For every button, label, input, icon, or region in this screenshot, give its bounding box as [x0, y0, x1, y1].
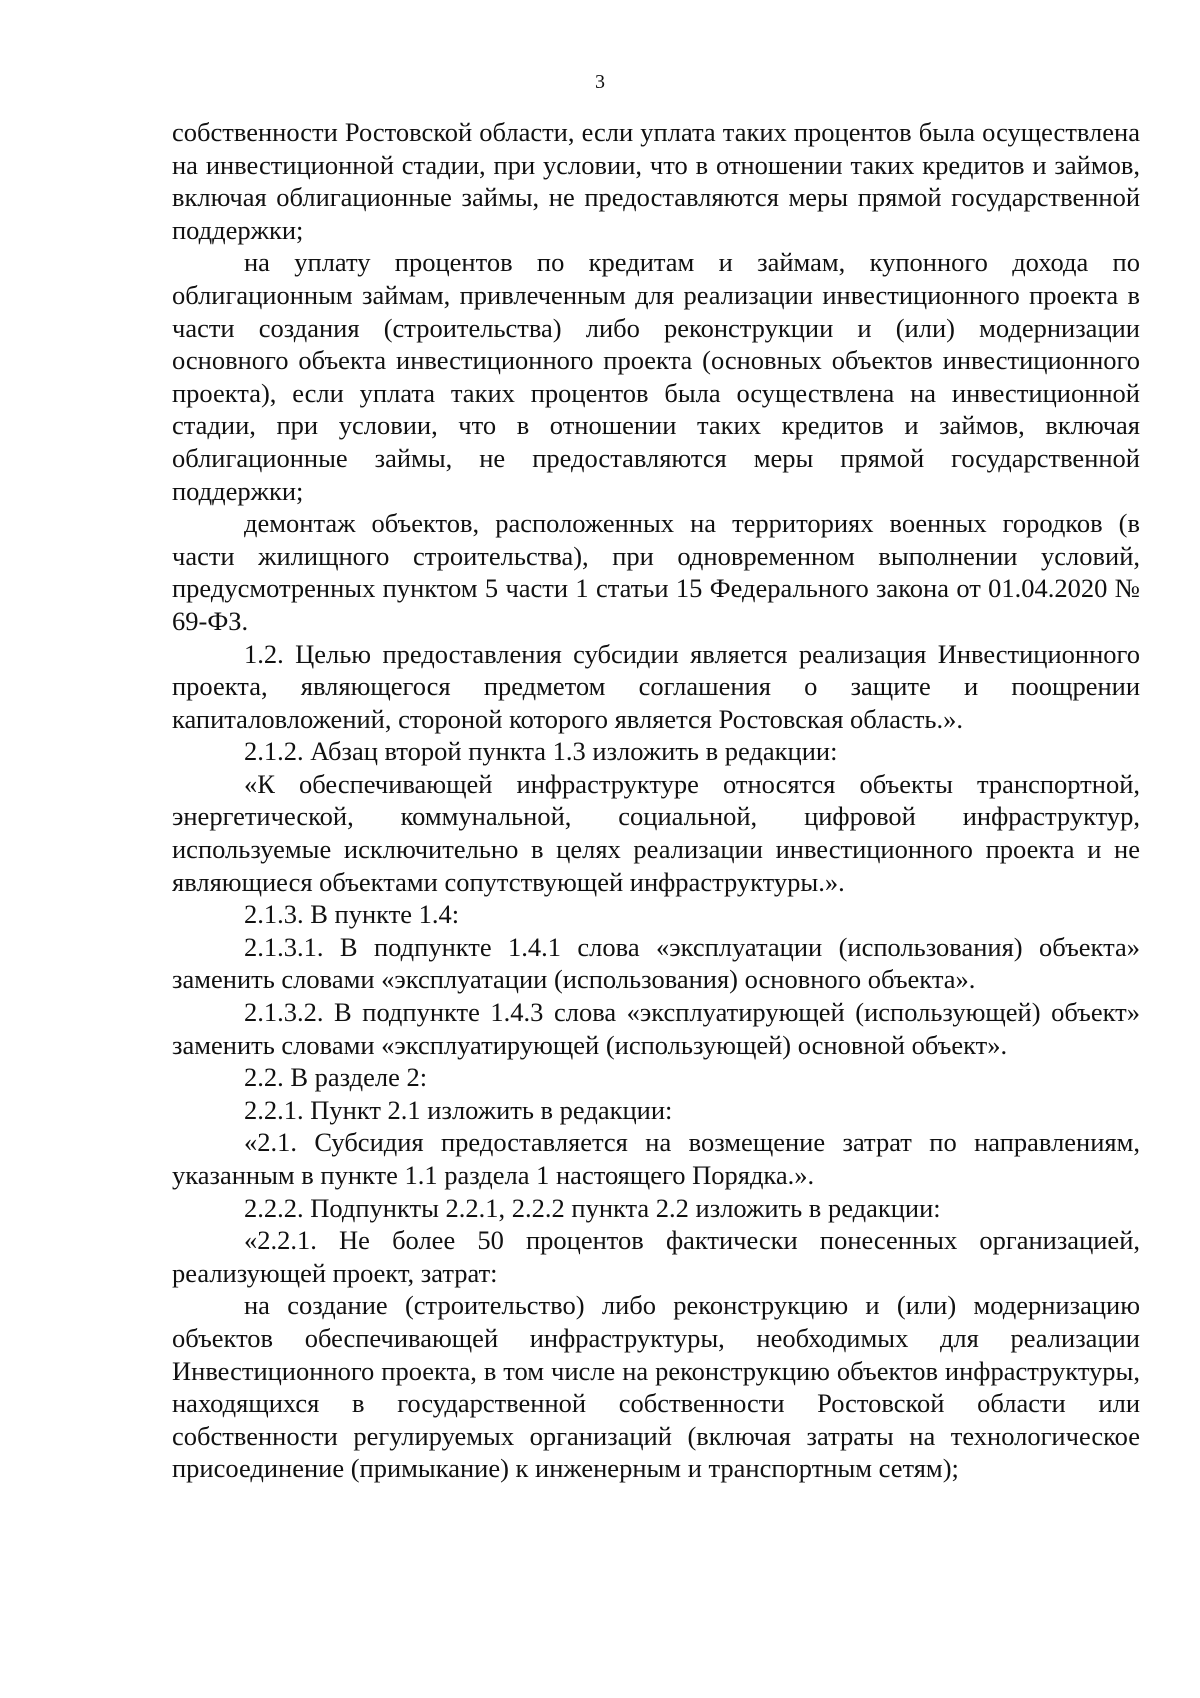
paragraph-continuation: собственности Ростовской области, если уплата таких процентов была осуществлена на инвестиционной стадии, при условии, что в отношении таких кредитов и займов, включая облигационные займы, не предоставляются меры прямой государственной поддержки; [172, 117, 1140, 245]
paragraph-2-2-2: 2.2.2. Подпункты 2.2.1, 2.2.2 пункта 2.2 изложить в редакции: [244, 1192, 941, 1223]
paragraph-2-1-subsidy: «2.1. Субсидия предоставляется на возмещение затрат по направлениям, указанным в пункте 1.1 раздела 1 настоящего Порядка.». [172, 1127, 1140, 1190]
paragraph-construction-costs: на создание (строительство) либо реконструкцию и (или) модернизацию объектов обеспечивающей инфраструктуры, необходимых для реализации Инвестиционного проекта, в том числе на реконструкцию объектов инфраструктуры, находящихся в государственной собственности Ростовской области или собственности регулируемых организаций (включая затраты на технологическое присоединение (примыкание) к инженерным и транспортным сетям); [172, 1290, 1140, 1484]
paragraph-dismantling: демонтаж объектов, расположенных на территориях военных городков (в части жилищного строительства), при одновременном выполнении условий, предусмотренных пунктом 5 части 1 статьи 15 Федерального закона от 01.04.2020 № 69-ФЗ. [172, 508, 1140, 636]
paragraph-interest-payments: на уплату процентов по кредитам и займам, купонного дохода по облигационным займам, привлеченным для реализации инвестиционного проекта в части создания (строительства) либо реконструкции и (или) модернизации основного объекта инвестиционного проекта (основных объектов инвестиционного проекта), если уплата таких процентов была осуществлена на инвестиционной стадии, при условии, что в отношении таких кредитов и займов, включая облигационные займы, не предоставляются меры прямой государственной поддержки; [172, 247, 1140, 506]
paragraph-2-1-3: 2.1.3. В пункте 1.4: [244, 899, 460, 930]
page-number: 3 [595, 71, 605, 93]
paragraph-2-2: 2.2. В разделе 2: [244, 1062, 428, 1093]
paragraph-2-1-2: 2.1.2. Абзац второй пункта 1.3 изложить в редакции: [244, 736, 838, 767]
document-body [172, 116, 1140, 1485]
paragraph-2-1-3-2: 2.1.3.2. В подпункте 1.4.3 слова «эксплуатирующей (использующей) объект» заменить словами «эксплуатирующей (использующей) основной объект». [172, 997, 1140, 1060]
paragraph-infrastructure-definition: «К обеспечивающей инфраструктуре относятся объекты транспортной, энергетической, коммунальной, социальной, цифровой инфраструктур, используемые исключительно в целях реализации инвестиционного проекта и не являющиеся объектами сопутствующей инфраструктуры.». [172, 768, 1140, 897]
paragraph-2-2-1: 2.2.1. Пункт 2.1 изложить в редакции: [244, 1094, 673, 1125]
paragraph-2-2-1-limit: «2.2.1. Не более 50 процентов фактически понесенных организацией, реализующей проект, затрат: [172, 1225, 1140, 1288]
paragraph-1-2-purpose: 1.2. Целью предоставления субсидии является реализация Инвестиционного проекта, являющегося предметом соглашения о защите и поощрении капиталовложений, стороной которого является Ростовская область.». [172, 638, 1140, 734]
paragraph-2-1-3-1: 2.1.3.1. В подпункте 1.4.1 слова «эксплуатации (использования) объекта» заменить словами «эксплуатации (использования) основного объекта». [172, 931, 1140, 995]
